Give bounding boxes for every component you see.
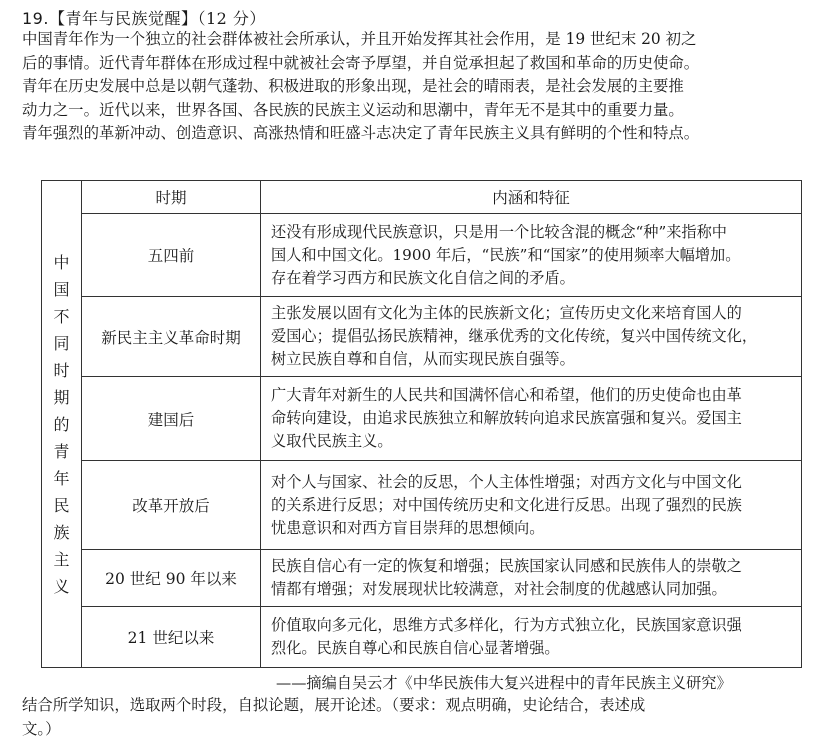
task-line: 文。） [22,719,61,738]
youth-nationalism-table [41,180,801,666]
intro-line: 后的事情。近代青年群体在形成过程中就被社会寄予厚望，并自觉承担起了救国和革命的历史使命。 [22,53,700,72]
side-label-char: 的 [53,414,70,434]
description-cell [261,550,802,607]
description-cell [261,461,802,550]
side-label-char: 中 [53,252,70,272]
table-row [42,214,802,297]
description-cell [261,214,802,297]
period-cell: 20 世纪 90 年以来 [82,550,261,607]
description-cell [261,607,802,668]
table-row [42,377,802,461]
intro-line: 青年在历史发展中总是以朝气蓬勃、积极进取的形象出现，是社会的晴雨表，是社会发展的主要推 [22,77,684,95]
period-cell: 五四前 [82,214,261,297]
description-line: 广大青年对新生的人民共和国满怀信心和希望，他们的历史使命也由革 [271,386,742,404]
task-instructions [22,694,812,741]
description-cell [261,377,802,461]
description-line: 的关系进行反思；对中国传统历史和文化进行反思。出现了强烈的民族 [271,495,742,514]
period-cell: 21 世纪以来 [82,607,261,668]
intro-line: 动力之一。近代以来，世界各国、各民族的民族主义运动和思潮中，青年无不是其中的重要力量。 [22,100,684,119]
question-score: （12 分） [197,9,266,28]
side-label-char: 时 [53,360,70,380]
question-title [22,6,266,29]
description-line: 义取代民族主义。 [271,432,393,450]
side-label-char: 青 [53,441,70,461]
header-description: 内涵和特征 [261,181,802,214]
description-line: 忧患意识和对西方盲目崇拜的思想倾向。 [271,518,545,537]
table-row [42,297,802,377]
side-label-char: 期 [53,387,70,407]
task-line: 结合所学知识，选取两个时段，自拟论题，展开论述。（要求：观点明确，史论结合，表述成 [22,696,646,714]
side-label-char: 不 [53,306,70,326]
period-cell: 建国后 [82,377,261,461]
table-row [42,607,802,668]
description-line: 命转向建设，由追求民族独立和解放转向追求民族富强和复兴。爱国主 [271,409,742,427]
description-line: 还没有形成现代民族意识，只是用一个比较含混的概念“种”来指称中 [271,222,727,241]
side-label-char: 年 [53,468,70,488]
table-row [42,550,802,607]
intro-line: 中国青年作为一个独立的社会群体被社会所承认，并且开始发挥其社会作用，是 19 世纪末 20 初之 [22,30,697,48]
side-label-char: 民 [53,495,70,515]
table-header-row [42,181,802,214]
description-line: 主张发展以固有文化为主体的民族新文化；宣传历史文化来培育国人的 [271,304,742,322]
description-line: 价值取向多元化，思维方式多样化，行为方式独立化，民族国家意识强 [271,616,742,634]
question-number: 19. [22,9,49,28]
period-cell: 改革开放后 [82,461,261,550]
source-citation: ——摘编自吴云才《中华民族伟大复兴进程中的青年民族主义研究》 [276,674,732,692]
period-cell: 新民主主义革命时期 [82,297,261,377]
side-label-char: 同 [53,333,70,353]
periods-table [41,180,802,668]
side-label-char: 主 [53,549,70,569]
description-line: 树立民族自尊和自信，从而实现民族自强等。 [271,350,575,368]
side-label-char: 族 [53,522,70,542]
description-line: 对个人与国家、社会的反思，个人主体性增强；对西方文化与中国文化 [271,472,742,491]
table-row [42,461,802,550]
intro-paragraph [22,28,812,146]
intro-line: 青年强烈的革新冲动、创造意识、高涨热情和旺盛斗志决定了青年民族主义具有鲜明的个性和特点。 [22,124,700,142]
description-cell [261,297,802,377]
description-line: 存在着学习西方和民族文化自信之间的矛盾。 [271,268,575,287]
description-line: 情都有增强；对发展现状比较满意，对社会制度的优越感认同加强。 [271,580,727,598]
question-topic: 【青年与民族觉醒】 [48,9,198,28]
description-line: 国人和中国文化。1900 年后，“民族”和“国家”的使用频率大幅增加。 [271,245,741,264]
side-label [42,181,82,668]
side-label-char: 国 [53,279,70,299]
header-period: 时期 [82,181,261,214]
description-line: 爱国心；提倡弘扬民族精神，继承优秀的文化传统，复兴中国传统文化， [271,327,757,345]
description-line: 民族自信心有一定的恢复和增强；民族国家认同感和民族伟人的崇敬之 [271,557,742,575]
description-line: 烈化。民族自尊心和民族自信心显著增强。 [271,639,560,657]
side-label-char: 义 [53,576,70,596]
